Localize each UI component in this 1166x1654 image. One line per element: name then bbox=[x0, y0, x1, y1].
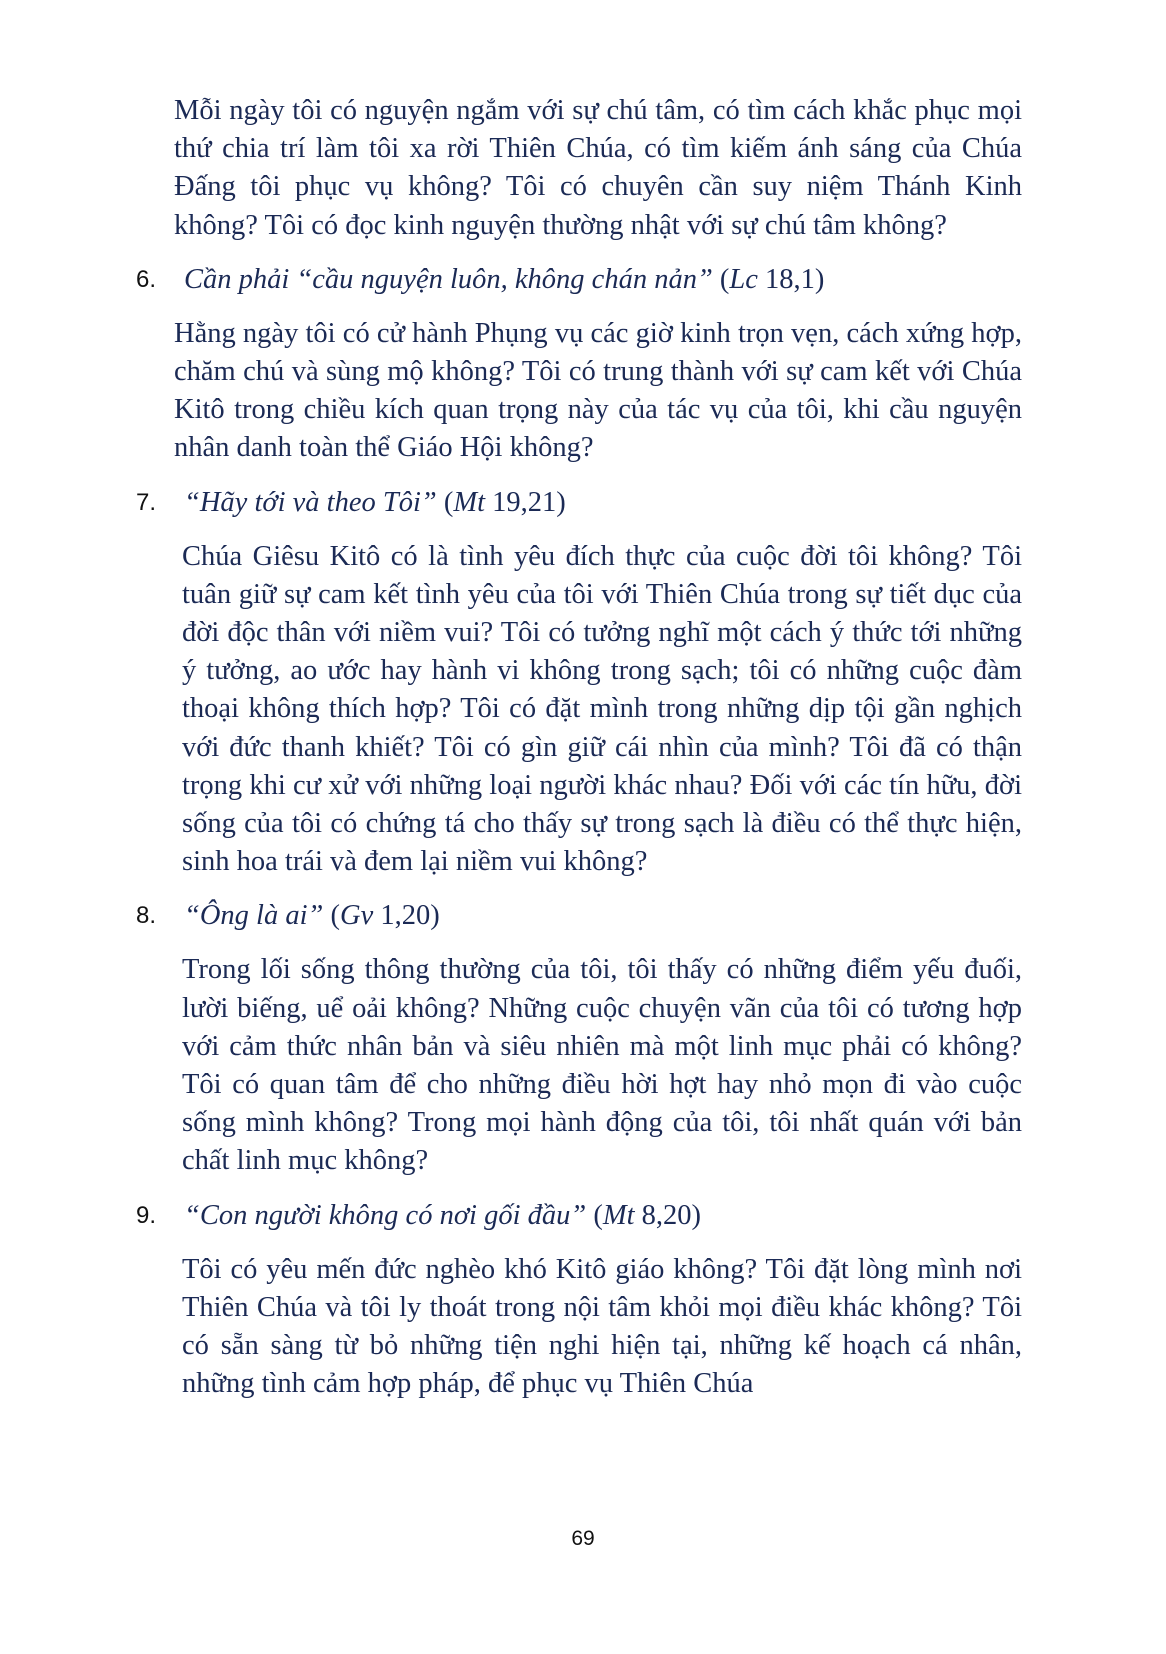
item-title bbox=[184, 484, 566, 522]
item-title-quote: “Hãy tới và theo Tôi” bbox=[184, 486, 437, 518]
item-title bbox=[184, 897, 440, 935]
ref-book: Lc bbox=[729, 263, 758, 295]
item-title-quote: “Ông là ai” bbox=[184, 900, 324, 932]
item-body-9: Tôi có yêu mến đức nghèo khó Kitô giáo không? Tôi đặt lòng mình nơi Thiên Chúa và tôi ly thoát trong nội tâm khỏi mọi điều khác không? Tôi có sẵn sàng từ bỏ những tiện nghi hiện tại, những kế hoạch cá nhân, những tình cảm hợp pháp, để phục vụ Thiên Chúa bbox=[182, 1253, 1022, 1400]
ref-open: ( bbox=[586, 1199, 603, 1231]
item-heading-8 bbox=[136, 897, 1022, 935]
item-number: 7. bbox=[136, 488, 157, 516]
item-heading-9 bbox=[136, 1197, 1022, 1235]
item-number: 6. bbox=[136, 265, 157, 293]
item-number: 9. bbox=[136, 1201, 157, 1229]
page-number: 69 bbox=[571, 1527, 595, 1550]
item-title-quote: “Con người không có nơi gối đầu” bbox=[184, 1199, 587, 1231]
ref-book: Gv bbox=[340, 900, 374, 932]
item-body-6: Hằng ngày tôi có cử hành Phụng vụ các giờ kinh trọn vẹn, cách xứng hợp, chăm chú và sùng mộ không? Tôi có trung thành với sự cam kết với Chúa Kitô trong chiều kích quan trọng này của tác vụ của tôi, khi cầu nguyện nhân danh toàn thể Giáo Hội không? bbox=[174, 317, 1022, 464]
item-body-8: Trong lối sống thông thường của tôi, tôi thấy có những điểm yếu đuối, lười biếng, uể oải không? Những cuộc chuyện vãn của tôi có tương hợp với cảm thức nhân bản và siêu nhiên mà một linh mục phải có không? Tôi có quan tâm để cho những điều hời hợt hay nhỏ mọn đi vào cuộc sống mình không? Trong mọi hành động của tôi, tôi nhất quán với bản chất linh mục không? bbox=[182, 954, 1022, 1177]
item-title-quote: Cần phải “cầu nguyện luôn, không chán nản” bbox=[184, 263, 713, 295]
intro-paragraph: Mỗi ngày tôi có nguyện ngắm với sự chú tâm, có tìm cách khắc phục mọi thứ chia trí làm tôi xa rời Thiên Chúa, có tìm kiếm ánh sáng của Chúa Đấng tôi phục vụ không? Tôi có chuyên cần suy niệm Thánh Kinh không? Tôi có đọc kinh nguyện thường nhật với sự chú tâm không? bbox=[174, 95, 1022, 241]
item-title bbox=[184, 261, 824, 299]
item-number: 8. bbox=[136, 902, 157, 930]
item-heading-6 bbox=[136, 261, 1022, 299]
ref-open: ( bbox=[323, 900, 340, 932]
ref-verse: 19,21) bbox=[485, 486, 566, 518]
ref-book: Mt bbox=[453, 486, 486, 518]
item-heading-7 bbox=[136, 484, 1022, 522]
ref-verse: 1,20) bbox=[373, 900, 440, 932]
ref-book: Mt bbox=[602, 1199, 635, 1231]
ref-verse: 18,1) bbox=[757, 263, 825, 295]
item-body-7: Chúa Giêsu Kitô có là tình yêu đích thực của cuộc đời tôi không? Tôi tuân giữ sự cam kết tình yêu của tôi với Thiên Chúa trong sự tiết dục của đời độc thân với niềm vui? Tôi có tưởng nghĩ một cách ý thức tới những ý tưởng, ao ước hay hành vi không trong sạch; tôi có những cuộc đàm thoại không thích hợp? Tôi có đặt mình trong những dịp tội gần nghịch với đức thanh khiết? Tôi có gìn giữ cái nhìn của mình? Tôi đã có thận trọng khi cư xử với những loại người khác nhau? Đối với các tín hữu, đời sống của tôi có chứng tá cho thấy sự trong sạch là điều có thể thực hiện, sinh hoa trái và đem lại niềm vui không? bbox=[182, 540, 1022, 878]
ref-verse: 8,20) bbox=[634, 1199, 702, 1231]
ref-open: ( bbox=[712, 263, 730, 295]
item-title bbox=[184, 1197, 701, 1235]
page-content bbox=[136, 92, 1022, 1403]
ref-open: ( bbox=[436, 486, 454, 518]
